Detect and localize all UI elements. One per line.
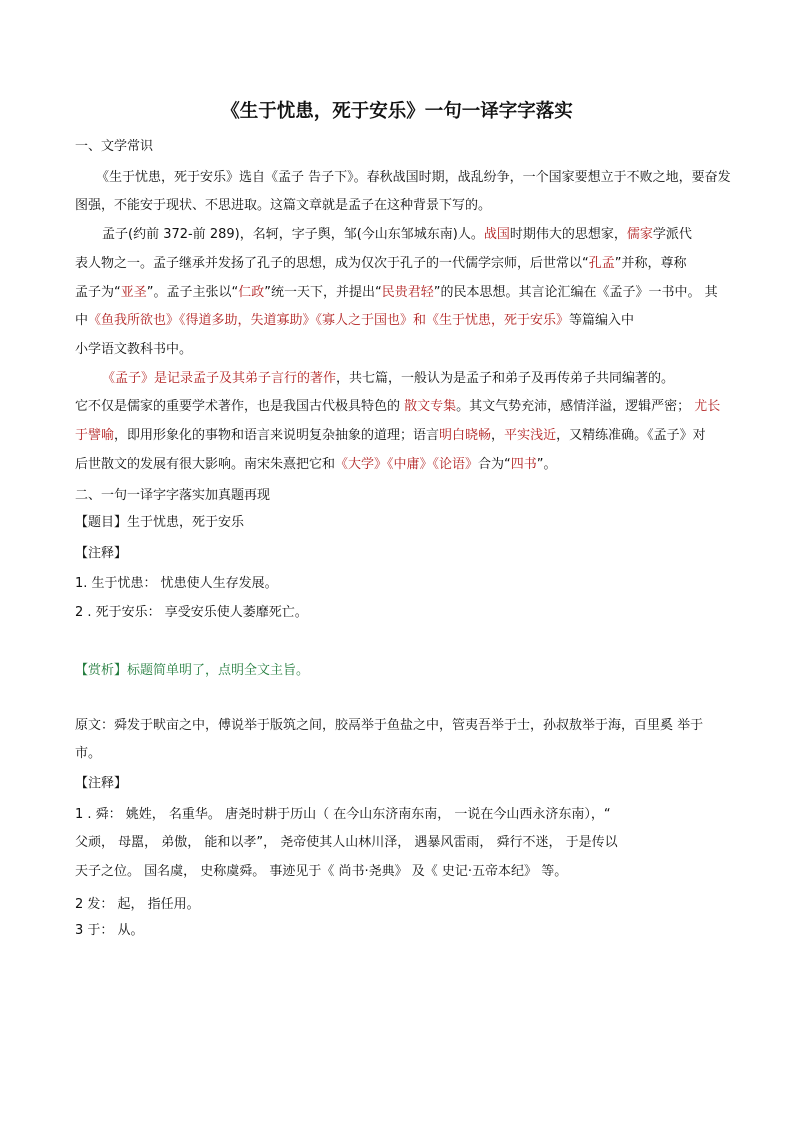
paragraph-3-line-4 xyxy=(75,456,557,474)
highlight-term: 尤长 xyxy=(694,399,721,414)
appreciation-text: 【赏析】标题简单明了，点明全文主旨。 xyxy=(75,663,310,678)
paragraph-2-line-1 xyxy=(102,226,692,244)
text-span: 学派代 xyxy=(652,227,692,242)
highlight-term: 《大学》《中庸》《论语》 xyxy=(335,457,479,472)
note-item: 2 . 死于安乐： 享受安乐使人萎靡死亡。 xyxy=(75,605,308,620)
highlight-term: 于譬喻 xyxy=(75,428,115,443)
notes-label: 【注释】 xyxy=(75,776,128,791)
note-item: 天子之位。 国名虞， 史称虞舜。 事迹见于《 尚书·尧典》 及《 史记·五帝本纪》 等。 xyxy=(75,864,568,879)
text-span: ”的民本思想。其言论汇编在《孟子》一书中。 其 xyxy=(433,285,718,300)
note-item: 1 . 舜： 姚姓， 名重华。 唐尧时耕于历山（ 在今山东济南东南， 一说在今山西永济东南），“ xyxy=(75,807,611,822)
text-span: 孟子为“ xyxy=(75,285,121,300)
highlight-term: 《鱼我所欲也》《得道多助，失道寡助》《寡人之于国也》和《生于忧患，死于安乐》 xyxy=(88,313,570,328)
highlight-term: 仁政 xyxy=(238,285,265,300)
text-span: 后世散文的发展有很大影响。南宋朱熹把它和 xyxy=(75,457,336,472)
paragraph-1-line-2: 图强，不能安于现状、不思进取。这篇文章就是孟子在这种背景下写的。 xyxy=(75,198,492,213)
text-span: ， xyxy=(491,428,505,443)
paragraph-2-line-5: 小学语文教科书中。 xyxy=(75,342,193,357)
text-span: ”统一天下，并提出“ xyxy=(264,285,382,300)
text-span: ，又精练准确。《孟子》对 xyxy=(556,428,706,443)
text-span: 中 xyxy=(75,313,89,328)
highlight-term: 散文专集 xyxy=(404,399,457,414)
highlight-term: 亚圣 xyxy=(120,285,147,300)
text-span: 孟子(约前 372-前 289)，名轲，字子舆，邹(今山东邹城东南)人。 xyxy=(102,227,484,242)
note-item: 1. 生于忧患： 忧患使人生存发展。 xyxy=(75,576,278,591)
highlight-term: 儒家 xyxy=(626,227,653,242)
note-item: 2 发： 起， 指任用。 xyxy=(75,897,200,912)
note-item: 父顽， 母嚚， 弟傲， 能和以孝”， 尧帝使其人山林川泽， 遇暴风雷雨， 舜行不迷， 于是传以 xyxy=(75,835,618,850)
text-span: 时期伟大的思想家， xyxy=(509,227,627,242)
paragraph-2-line-2 xyxy=(75,255,687,273)
note-item: 3 于： 从。 xyxy=(75,923,144,938)
highlight-term: 明白晓畅 xyxy=(439,428,492,443)
paragraph-1-line-1: 《生于忧患，死于安乐》选自《孟子 告子下》。春秋战国时期，战乱纷争，一个国家要想立于不败之地，要奋发 xyxy=(96,170,731,185)
text-span: ”并称，尊称 xyxy=(614,256,687,271)
text-span: 。其文气势充沛，感情洋溢，逻辑严密； xyxy=(456,399,695,414)
highlight-term: 孔孟 xyxy=(588,256,615,271)
paragraph-3-line-1 xyxy=(102,370,674,388)
section-heading-translation: 二、一句一译字字落实加真题再现 xyxy=(75,488,271,503)
page-title: 《生于忧患，死于安乐》一句一译字字落实 xyxy=(221,101,573,122)
original-text-line-2: 市。 xyxy=(75,746,102,761)
text-span: 表人物之一。孟子继承并发扬了孔子的思想，成为仅次于孔子的一代儒学宗师，后世常以“ xyxy=(75,256,589,271)
text-span: 它不仅是儒家的重要学术著作，也是我国古代极具特色的 xyxy=(75,399,405,414)
text-span: ”。孟子主张以“ xyxy=(146,285,239,300)
paragraph-3-line-3 xyxy=(75,427,706,445)
highlight-term: 民贵君轻 xyxy=(381,285,434,300)
highlight-term: 平实浅近 xyxy=(504,428,557,443)
text-span: 等篇编入中 xyxy=(569,313,635,328)
highlight-term: 《孟子》是记录孟子及其弟子言行的著作 xyxy=(102,371,337,386)
highlight-term: 战国 xyxy=(483,227,510,242)
text-span: ，共七篇，一般认为是孟子和弟子及再传弟子共同编著的。 xyxy=(336,371,675,386)
notes-label: 【注释】 xyxy=(75,546,128,561)
text-span: ，即用形象化的事物和语言来说明复杂抽象的道理；语言 xyxy=(114,428,440,443)
topic-label: 【题目】生于忧患，死于安乐 xyxy=(75,515,245,530)
text-span: ”。 xyxy=(536,457,557,472)
text-span: 合为“ xyxy=(478,457,511,472)
paragraph-3-line-2 xyxy=(75,398,720,416)
highlight-term: 四书 xyxy=(510,457,537,472)
original-text-line-1: 原文：舜发于畎亩之中，傅说举于版筑之间，胶鬲举于鱼盐之中，管夷吾举于士，孙叔敖举于海，百里奚 举于 xyxy=(75,718,704,733)
paragraph-2-line-3 xyxy=(75,284,718,302)
section-heading-literary: 一、文学常识 xyxy=(75,139,154,154)
paragraph-2-line-4 xyxy=(75,312,634,330)
